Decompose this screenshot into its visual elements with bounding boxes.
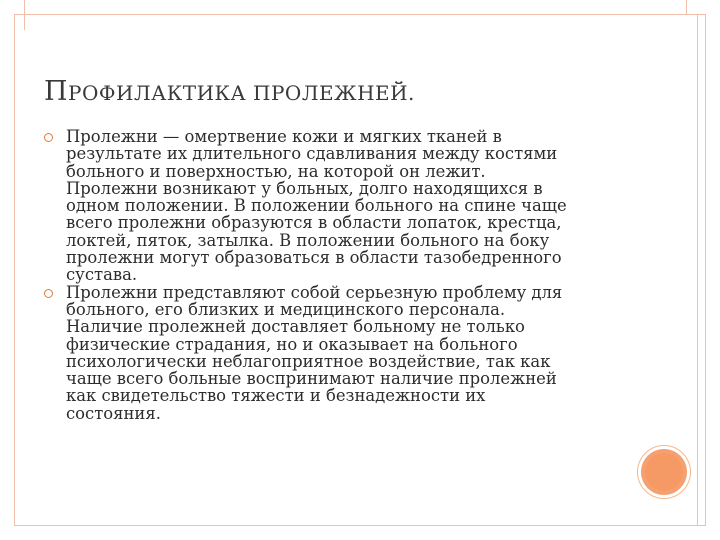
bullet-line: пролежни могут образоваться в области тазобедренного [66,248,562,268]
bullet-line: как свидетельство тяжести и безнадежности их [66,386,486,406]
slide-title-initial: П [44,76,69,107]
bullet-line: Пролежни представляют собой серьезную проблему для [66,282,563,302]
bullet-line: физические страдания, но и оказывает на больного [66,334,518,354]
slide-title [44,76,415,107]
bullet-text-2 [66,284,624,422]
slide-content [44,128,624,422]
bullet-line: результате их длительного сдавливания между костями [66,144,558,164]
bullet-circle-icon [44,133,53,142]
decorative-circle-inner [645,453,683,491]
slide-frame-top-right-line [686,0,687,14]
bullet-circle-icon [44,289,53,298]
bullet-line: одном положении. В положении больного на спине чаще [66,196,567,216]
slide-frame-top-left-line [24,0,25,30]
bullet-item-1 [44,128,624,284]
bullet-line: больного и поверхностью, на которой он лежит. [66,161,486,181]
bullet-line: всего пролежни образуются в области лопаток, крестца, [66,213,562,233]
bullet-text-1 [66,128,624,284]
decorative-circle-icon [641,449,687,495]
bullet-line: Наличие пролежней доставляет больному не только [66,317,525,337]
bullet-line: психологически неблагоприятное воздействие, так как [66,351,551,371]
bullet-line: Пролежни возникают у больных, долго находящихся в [66,178,543,198]
bullet-line: состояния. [66,403,161,423]
bullet-line: сустава. [66,265,138,285]
slide-title-rest: РОФИЛАКТИКА ПРОЛЕЖНЕЙ. [68,81,415,105]
bullet-line: чаще всего больные воспринимают наличие пролежней [66,369,557,389]
bullet-line: больного, его близких и медицинского персонала. [66,299,506,319]
bullet-line: локтей, пяток, затылка. В положении больного на боку [66,230,550,250]
bullet-item-2 [44,284,624,422]
bullet-line: Пролежни — омертвение кожи и мягких тканей в [66,127,502,146]
slide-frame-inner-line [697,14,698,526]
